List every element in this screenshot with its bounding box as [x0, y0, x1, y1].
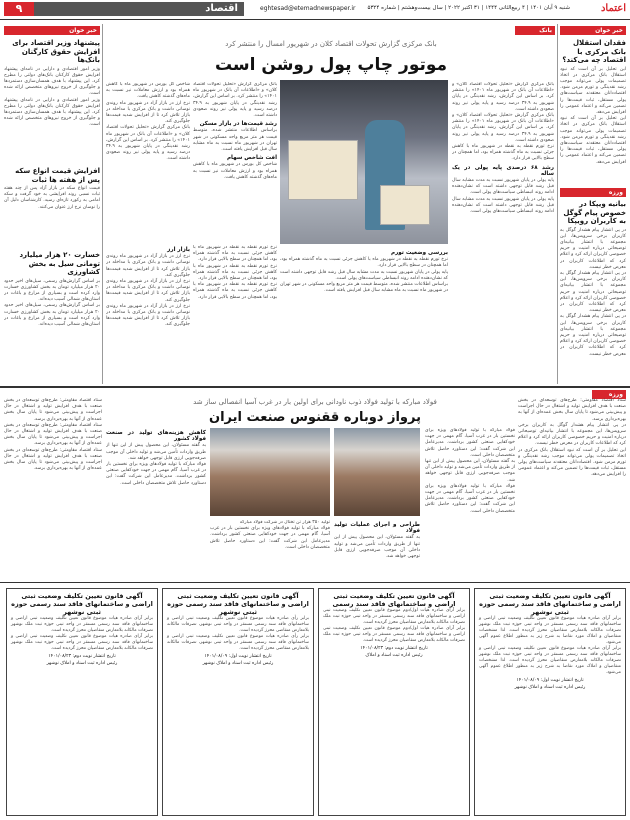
right-mid-label: ورزه	[560, 188, 626, 197]
feature-headline: پرواز دوباره ققنوس صنعت ایران	[209, 410, 421, 425]
legal-ad-2	[318, 588, 470, 816]
feature-subhead-1: طراحی و اجرای عملیات تولید فولاد	[334, 522, 420, 535]
right-article-1	[560, 38, 626, 186]
legal-ad-1	[474, 588, 626, 816]
lead-body-5c: نرخ تورم نقطه به نقطه در شهریور ماه با کاهش جزئی نسبت به ماه گذشته همراه بود، اما همچنان در سطح بالایی قرار دارد.	[280, 257, 448, 269]
ads-top-rule	[0, 582, 630, 583]
left-article-3	[4, 250, 100, 382]
right-column-rule	[557, 24, 558, 384]
legal-ad-1-body-cont: برابر آرای صادره هیات موضوع قانون تعیین تکلیف وضعیت ثبتی اراضی و ساختمانهای فاقد سند رسمی مستقر در واحد ثبتی حوزه ثبت ملک نوشهر تصرفات مالکانه بلامعارض متقاضیان محرز گردیده است. لذا مشخصات متقاضیان و املاک مورد تقاضا به شرح زیر به منظور اطلاع عموم آگهی می‌شود.	[479, 646, 621, 675]
legal-ad-1-title: آگهی قانون تعیین تکلیف وضعیت ثبتی اراضی و ساختمانهای فاقد سند رسمی حوزه ثبتی نوشهر	[479, 592, 621, 616]
far-right-bottom-body: ستاد اقتصاد مقاومتی: طرح‌های توسعه‌ای در بخش صنعت با هدف افزایش تولید و اشتغال در حال اجراست و پیش‌بینی می‌شود تا پایان سال بخش عمده‌ای از آنها به بهره‌برداری برسد.	[518, 398, 626, 422]
lead-subhead-3: بازار ارز	[167, 247, 190, 253]
right-article-1-title: فقدان استقلال بانک مرکزی با اقتصاد چه می‌کند؟	[562, 39, 626, 64]
lead-body-4-cont2: نرخ ارز در بازار آزاد در شهریور ماه روندی نوسانی داشت و بانک مرکزی با مداخله در بازار تلاش کرد تا از افزایش شدید قیمت‌ها جلوگیری کند.	[106, 303, 190, 328]
feature-body-1: فولاد مبارکه با تولید فولادهای ویژه برای نخستین بار در غرب آسیا، گام مهمی در جهت خودکفایی صنعتی کشور برداشت. مدیرعامل این شرکت گفت: این دستاورد حاصل تلاش متخصصان داخلی است.	[425, 428, 515, 458]
far-left-bottom-article	[4, 398, 102, 578]
legal-ad-2-date: تاریخ انتشار نوبت دوم: ۱۴۰۱/۰۸/۲۳	[360, 646, 428, 651]
legal-ad-3-body: برابر رأی صادره هیات موضوع قانون تعیین تکلیف وضعیت ثبتی اراضی و ساختمانهای فاقد سند رسمی مستقر در واحد ثبتی نوشهر، تصرفات مالکانه بلامعارض متقاضی محرز گردیده است.	[167, 616, 309, 633]
feature-photo-2	[334, 428, 420, 516]
newspaper-logo: اعتماد	[600, 3, 626, 14]
lead-body-6b: پایه پولی در پایان شهریور نسبت به مدت مشابه سال قبل رشد قابل توجهی داشته است که نشان‌دهنده ادامه روند انبساطی سیاست‌های پولی است.	[280, 269, 448, 281]
legal-ad-2-body-cont: برابر آرای صادره هیات اول/دوم موضوع قانون تعیین تکلیف وضعیت ثبتی اراضی و ساختمانهای فاقد سند رسمی مستقر در واحد ثبتی حوزه ثبت ملک تصرفات مالکانه بلامعارض متقاضیان محرز گردیده است.	[323, 626, 465, 643]
lead-col-1	[452, 82, 554, 382]
section-email[interactable]: eghtesad@etemadnewspaper.ir	[260, 5, 356, 12]
section-name: اقتصاد	[34, 2, 244, 16]
left-article-2	[4, 166, 100, 246]
legal-ad-3-title: آگهی قانون تعیین تکلیف وضعیت ثبتی اراضی و ساختمانهای فاقد سند رسمی حوزه ثبتی نوشهر	[167, 592, 309, 616]
far-left-bottom-body-cont2: ستاد اقتصاد مقاومتی: طرح‌های توسعه‌ای در بخش صنعت با هدف افزایش تولید و اشتغال در حال اجراست و پیش‌بینی می‌شود تا پایان سال بخش عمده‌ای از آنها به بهره‌برداری برسد.	[4, 447, 102, 472]
legal-ad-4-body: برابر آرای صادره هیات موضوع قانون تعیین تکلیف وضعیت ثبتی اراضی و ساختمانهای فاقد سند رسمی مستقر در واحد ثبتی حوزه ثبت ملک نوشهر تصرفات مالکانه بلامعارض متقاضیان محرز گردیده است.	[11, 616, 153, 633]
feature-kicker: فولاد مبارکه با تولید فولاد ذوب ناودانی برای اولین بار در غرب آسیا انفصالی ساز شد	[193, 398, 437, 406]
legal-ad-2-signature: رئیس اداره ثبت اسناد و املاک	[365, 653, 423, 658]
dateline: شنبه ۹ آبان ۱۴۰۱ | ۴ ربیع‌الثانی ۱۴۴۴ | ۳۱ اکتبر ۲۰۲۲ | سال بیست‌وهشتم | شماره ۵۳۲۴	[367, 5, 570, 11]
lead-body-3b: شاخص کل بورس در شهریور ماه با کاهش همراه بود و ارزش معاملات نیز نسبت به ماه‌های گذشته کاهش یافت.	[106, 82, 190, 100]
left-article-1-body-cont: وزیر امور اقتصادی و دارایی در نامه‌ای پیشنهاد افزایش حقوق کارکنان بانک‌های دولتی را مطرح کرد. این پیشنهاد با هدف همسان‌سازی دستمزدها و جلوگیری از خروج نیروهای متخصص ارائه شده است.	[4, 97, 100, 128]
far-right-bottom-body-cont: در پی انتشار پیام هشدار گوگل به کاربران برخی سرویس‌ها، این مجموعه با انتشار بیانیه‌ای توضیحاتی درباره امنیت و حریم خصوصی کاربران ارائه کرد و اعلام کرد که اطلاعات کاربران در معرض خطر نیست.	[518, 422, 626, 447]
legal-ad-4-body-cont: برابر آرای صادره هیات موضوع قانون تعیین تکلیف وضعیت ثبتی اراضی و ساختمانهای فاقد سند رسمی مستقر در واحد ثبتی حوزه ثبت ملک نوشهر تصرفات مالکانه بلامعارض متقاضیان محرز گردیده است.	[11, 634, 153, 651]
legal-ad-1-signature: رئیس اداره ثبت اسناد و املاک نوشهر	[514, 685, 586, 690]
right-article-2-body-cont2: در پی انتشار پیام هشدار گوگل به کاربران برخی سرویس‌ها، این مجموعه با انتشار بیانیه‌ای توضیحاتی درباره امنیت و حریم خصوصی کاربران ارائه کرد و اعلام کرد که اطلاعات کاربران در معرض خطر نیست.	[560, 314, 626, 357]
lead-col-2	[193, 82, 277, 242]
lead-subhead-4: بررسی وضعیت تورم	[390, 250, 448, 256]
lead-body-2-intro: بانک مرکزی گزارش «تحلیل تحولات اقتصاد کلان» و «اطلاعات آن بانک در شهریور ماه ۱۴۰۱» را منتشر کرد. بر اساس این گزارش، رشد نقدینگی در پایان شهریور به ۳۴.۹ درصد رسید و پایه پولی نیز روند صعودی داشته است.	[193, 82, 277, 119]
right-article-2-body: در پی انتشار پیام هشدار گوگل به کاربران برخی سرویس‌ها، این مجموعه با انتشار بیانیه‌ای توضیحاتی درباره امنیت و حریم خصوصی کاربران ارائه کرد و اعلام کرد که اطلاعات کاربران در معرض خطر نیست.	[560, 227, 626, 270]
lead-body-1: بانک مرکزی گزارش «تحلیل تحولات اقتصاد کلان» و «اطلاعات آن بانک در شهریور ماه ۱۴۰۱» را منتشر کرد. بر اساس این گزارش، رشد نقدینگی در پایان شهریور به ۳۴.۹ درصد رسید و پایه پولی نیز روند صعودی داشته است.	[452, 82, 554, 112]
right-article-2-body-cont: در پی انتشار پیام هشدار گوگل به کاربران برخی سرویس‌ها، این مجموعه با انتشار بیانیه‌ای توضیحاتی درباره امنیت و حریم خصوصی کاربران ارائه کرد و اعلام کرد که اطلاعات کاربران در معرض خطر نیست.	[560, 270, 626, 314]
far-right-bottom-article	[518, 398, 626, 578]
left-article-2-title: افزایش قیمت انواع سکه پس از هفته ها ثبات	[15, 167, 100, 184]
lead-body-5: نرخ تورم نقطه به نقطه در شهریور ماه با کاهش جزئی نسبت به ماه گذشته همراه بود، اما همچنان در سطح بالایی قرار دارد.	[452, 144, 554, 162]
lead-photo	[280, 80, 448, 244]
legal-ad-3	[162, 588, 314, 816]
right-article-2-title: بیانیه ویپکا در خصوص پیام گوگل به کاربران رویپکا	[563, 200, 626, 225]
left-article-3-body-cont: بر اساس گزارش‌های رسمی، سیل‌های اخیر حدود ۲۰ هزار میلیارد تومان به بخش کشاورزی خسارت وارد کرده است و بسیاری از مزارع و باغات در استان‌های شمالی آسیب دیده‌اند.	[4, 303, 100, 327]
lead-body-4-cont: نرخ ارز در بازار آزاد در شهریور ماه روندی نوسانی داشت و بانک مرکزی با مداخله در بازار تلاش کرد تا از افزایش شدید قیمت‌ها جلوگیری کند.	[106, 279, 190, 303]
lead-kicker: بانک مرکزی گزارش تحولات اقتصاد کلان در شهریور امسال را منتشر کرد	[225, 40, 437, 48]
legal-ad-4	[6, 588, 158, 816]
left-section-label: خبر خوان	[4, 26, 100, 35]
feature-col-1	[425, 428, 515, 578]
legal-ad-1-body: برابر آرای صادره هیات موضوع قانون تعیین تکلیف وضعیت ثبتی اراضی و ساختمانهای فاقد سند رسمی مستقر در واحد ثبتی حوزه ثبت ملک نوشهر تصرفات مالکانه بلامعارض متقاضیان محرز گردیده است. لذا مشخصات متقاضیان و املاک مورد تقاضا به شرح زیر به منظور اطلاع عموم آگهی می‌شود.	[479, 616, 621, 645]
left-article-3-title: خسارت ۲۰ هزار میلیارد تومانی سیل به بخش کشاورزی	[19, 251, 100, 276]
feature-body-2b: به گفته مسئولان، این محصول پیش از این تنها از طریق واردات تأمین می‌شد و تولید داخلی آن موجب صرفه‌جویی ارزی قابل توجهی خواهد شد.	[334, 535, 420, 560]
mid-page-rule	[0, 386, 630, 388]
legal-ad-3-signature: رئیس اداره ثبت اسناد و املاک نوشهر	[202, 661, 274, 666]
feature-caption-1: تولید ۳۵۰ هزار تن تختال در شرکت فولاد مبارکه	[239, 520, 330, 525]
center-section-label: بانک	[515, 26, 555, 35]
feature-body-1c: فولاد مبارکه با تولید فولادهای ویژه برای نخستین بار در غرب آسیا، گام مهمی در جهت خودکفایی صنعتی کشور برداشت. مدیرعامل این شرکت گفت: این دستاورد حاصل تلاش متخصصان داخلی است.	[210, 526, 330, 550]
lead-body-4b: نرخ ارز در بازار آزاد در شهریور ماه روندی نوسانی داشت و بانک مرکزی با مداخله در بازار تلاش کرد تا از افزایش شدید قیمت‌ها جلوگیری کند.	[106, 100, 190, 125]
left-article-1-title: پیشنهاد وزیر اقتصاد برای افزایش حقوق کارگنان بانک‌ها	[12, 39, 100, 64]
lead-body-5b-cont2: نرخ تورم نقطه به نقطه در شهریور ماه با کاهش جزئی نسبت به ماه گذشته همراه بود، اما همچنان در سطح بالایی قرار دارد.	[193, 282, 277, 300]
feature-body-2c: به گفته مسئولان، این محصول پیش از این تنها از طریق واردات تأمین می‌شد و تولید داخلی آن موجب صرفه‌جویی ارزی قابل توجهی خواهد شد.	[106, 443, 206, 461]
legal-ad-2-body: برابر آرای صادره هیات اول/دوم موضوع قانون تعیین تکلیف وضعیت ثبتی اراضی و ساختمانهای فاقد سند رسمی مستقر در واحد ثبتی حوزه ثبت ملک تصرفات مالکانه بلامعارض متقاضیان محرز گردیده است.	[323, 608, 465, 625]
lead-body-2: براساس اطلاعات منتشر شده، متوسط قیمت هر متر مربع واحد مسکونی در شهر تهران در شهریور ماه نسبت به ماه مشابه سال قبل افزایش یافته است.	[193, 128, 277, 153]
feature-body-1b: فولاد مبارکه با تولید فولادهای ویژه برای نخستین بار در غرب آسیا، گام مهمی در جهت خودکفایی صنعتی کشور برداشت. مدیرعامل این شرکت گفت: این دستاورد حاصل تلاش متخصصان داخلی است.	[425, 483, 515, 514]
left-article-1-body: وزیر امور اقتصادی و دارایی در نامه‌ای پیشنهاد افزایش حقوق کارکنان بانک‌های دولتی را مطرح کرد. این پیشنهاد با هدف همسان‌سازی دستمزدها و جلوگیری از خروج نیروهای متخصص ارائه شده است.	[4, 66, 100, 97]
lead-body-1-cont: بانک مرکزی گزارش «تحلیل تحولات اقتصاد کلان» و «اطلاعات آن بانک در شهریور ماه ۱۴۰۱» را منتشر کرد. بر اساس این گزارش، رشد نقدینگی در پایان شهریور به ۳۴.۹ درصد رسید و پایه پولی نیز روند صعودی داشته است.	[452, 113, 554, 143]
page-number: ۹	[4, 2, 34, 16]
legal-ad-4-signature: رئیس اداره ثبت اسناد و املاک نوشهر	[46, 661, 118, 666]
left-article-3-body: بر اساس گزارش‌های رسمی، سیل‌های اخیر حدود ۲۰ هزار میلیارد تومان به بخش کشاورزی خسارت وارد کرده است و بسیاری از مزارع و باغات در استان‌های شمالی آسیب دیده‌اند.	[4, 278, 100, 303]
lead-body-6: پایه پولی در پایان شهریور نسبت به مدت مشابه سال قبل رشد قابل توجهی داشته است که نشان‌دهنده ادامه روند انبساطی سیاست‌های پولی است.	[452, 178, 554, 196]
lead-col-3	[106, 245, 190, 383]
page-header	[0, 0, 630, 20]
lead-subhead-5: رشد ۶۸ درصدی پایه پولی در یک ساله	[452, 164, 554, 177]
far-left-bottom-body-cont: ستاد اقتصاد مقاومتی: طرح‌های توسعه‌ای در بخش صنعت با هدف افزایش تولید و اشتغال در حال اجراست و پیش‌بینی می‌شود تا پایان سال بخش عمده‌ای از آنها به بهره‌برداری برسد.	[4, 422, 102, 447]
legal-ad-4-date: تاریخ انتشار نوبت دوم: ۱۴۰۱/۰۸/۲۳	[48, 654, 116, 659]
lead-body-3: شاخص کل بورس در شهریور ماه با کاهش همراه بود و ارزش معاملات نیز نسبت به ماه‌های گذشته کاهش یافت.	[193, 162, 277, 180]
legal-ad-3-body-cont: برابر رأی صادره هیات موضوع قانون تعیین تکلیف وضعیت ثبتی اراضی و ساختمانهای فاقد سند رسمی مستقر در واحد ثبتی نوشهر، تصرفات مالکانه بلامعارض متقاضی محرز گردیده است.	[167, 634, 309, 651]
legal-ad-2-title: آگهی قانون تعیین تکلیف وضعیت ثبتی اراضی و ساختمانهای فاقد سند رسمی	[332, 592, 456, 608]
legal-ad-3-date: تاریخ انتشار نوبت اول: ۱۴۰۱/۰۸/۰۹	[204, 654, 272, 659]
feature-col-3	[210, 520, 330, 580]
left-article-2-body: قیمت انواع سکه در بازار آزاد پس از چند هفته ثبات نسبی روند افزایشی به خود گرفت و سکه امامی به رکورد تازه‌ای رسید. کارشناسان دلیل آن را نوسان نرخ ارز عنوان می‌کنند.	[4, 186, 100, 210]
feature-body-1d: فولاد مبارکه با تولید فولادهای ویژه برای نخستین بار در غرب آسیا، گام مهمی در جهت خودکفایی صنعتی کشور برداشت. مدیرعامل این شرکت گفت: این دستاورد حاصل تلاش متخصصان داخلی است.	[106, 462, 206, 486]
legal-ad-1-date: تاریخ انتشار نوبت اول: ۱۴۰۱/۰۸/۰۹	[516, 678, 584, 683]
lead-body-6-cont: پایه پولی در پایان شهریور نسبت به مدت مشابه سال قبل رشد قابل توجهی داشته است که نشان‌دهنده ادامه روند انبساطی سیاست‌های پولی است.	[452, 196, 554, 215]
far-right-bottom-body-cont2: این تحلیل بر آن است که نبود استقلال بانک مرکزی در اتخاذ تصمیمات پولی می‌تواند موجب رشد نقدینگی و تورم مزمن شود. اقتصاددانان معتقدند سیاست‌های پولی مستقل، ثبات قیمت‌ها را تضمین می‌کند و اعتماد عمومی را افزایش می‌دهد.	[518, 447, 626, 478]
lead-body-1b: بانک مرکزی گزارش «تحلیل تحولات اقتصاد کلان» و «اطلاعات آن بانک در شهریور ماه ۱۴۰۱» را منتشر کرد. بر اساس این گزارش، رشد نقدینگی در پایان شهریور به ۳۴.۹ درصد رسید و پایه پولی نیز روند صعودی داشته است.	[106, 125, 190, 162]
lead-subhead-2: افت شاخص سهام	[226, 155, 277, 162]
photo-banknote-sheet	[288, 140, 358, 200]
left-article-1	[4, 38, 100, 163]
bottom-band-label: ورزه	[592, 390, 626, 399]
lead-col-6	[106, 82, 190, 242]
feature-subhead-2: کاهش هزینه‌های تولید در صنعت فولاد کشور	[106, 430, 206, 443]
right-section-label: خبر خوان	[560, 26, 626, 35]
lead-body-5b: نرخ تورم نقطه به نقطه در شهریور ماه با کاهش جزئی نسبت به ماه گذشته همراه بود، اما همچنان در سطح بالایی قرار دارد.	[193, 245, 277, 263]
photo-banknote-sheet-2	[380, 185, 430, 225]
left-column-rule	[102, 24, 103, 384]
feature-body-2: به گفته مسئولان، این محصول پیش از این تنها از طریق واردات تأمین می‌شد و تولید داخلی آن موجب صرفه‌جویی ارزی قابل توجهی خواهد شد.	[425, 459, 515, 483]
right-article-1-body: این تحلیل بر آن است که نبود استقلال بانک مرکزی در اتخاذ تصمیمات پولی می‌تواند موجب رشد نقدینگی و تورم مزمن شود. اقتصاددانان معتقدند سیاست‌های پولی مستقل، ثبات قیمت‌ها را تضمین می‌کند و اعتماد عمومی را افزایش می‌دهد.	[560, 66, 626, 115]
legal-ad-4-title: آگهی قانون تعیین تکلیف وضعیت ثبتی اراضی و ساختمانهای فاقد سند رسمی حوزه ثبتی نوشهر	[11, 592, 153, 616]
feature-col-2	[334, 520, 420, 580]
lead-subhead-1: رشد قیمت‌ها در بازار مسکن	[199, 121, 277, 128]
lead-headline: موتور چاپ پول روشن است	[214, 55, 448, 75]
lead-col-4	[193, 245, 277, 383]
lead-body-4: نرخ ارز در بازار آزاد در شهریور ماه روندی نوسانی داشت و بانک مرکزی با مداخله در بازار تلاش کرد تا از افزایش شدید قیمت‌ها جلوگیری کند.	[106, 254, 190, 278]
lead-body-5b-cont: نرخ تورم نقطه به نقطه در شهریور ماه با کاهش جزئی نسبت به ماه گذشته همراه بود، اما همچنان در سطح بالایی قرار دارد.	[193, 263, 277, 282]
lead-body-2b: براساس اطلاعات منتشر شده، متوسط قیمت هر متر مربع واحد مسکونی در شهر تهران در شهریور ماه نسبت به ماه مشابه سال قبل افزایش یافته است.	[280, 282, 448, 294]
lead-col-5	[280, 248, 448, 383]
far-left-bottom-body: ستاد اقتصاد مقاومتی: طرح‌های توسعه‌ای در بخش صنعت با هدف افزایش تولید و اشتغال در حال اجراست و پیش‌بینی می‌شود تا پایان سال بخش عمده‌ای از آنها به بهره‌برداری برسد.	[4, 398, 102, 422]
right-article-2	[560, 199, 626, 381]
right-article-1-body-cont: این تحلیل بر آن است که نبود استقلال بانک مرکزی در اتخاذ تصمیمات پولی می‌تواند موجب رشد نقدینگی و تورم مزمن شود. اقتصاددانان معتقدند سیاست‌های پولی مستقل، ثبات قیمت‌ها را تضمین می‌کند و اعتماد عمومی را افزایش می‌دهد.	[560, 116, 626, 165]
feature-photo-1	[210, 428, 330, 516]
feature-col-4	[106, 428, 206, 578]
